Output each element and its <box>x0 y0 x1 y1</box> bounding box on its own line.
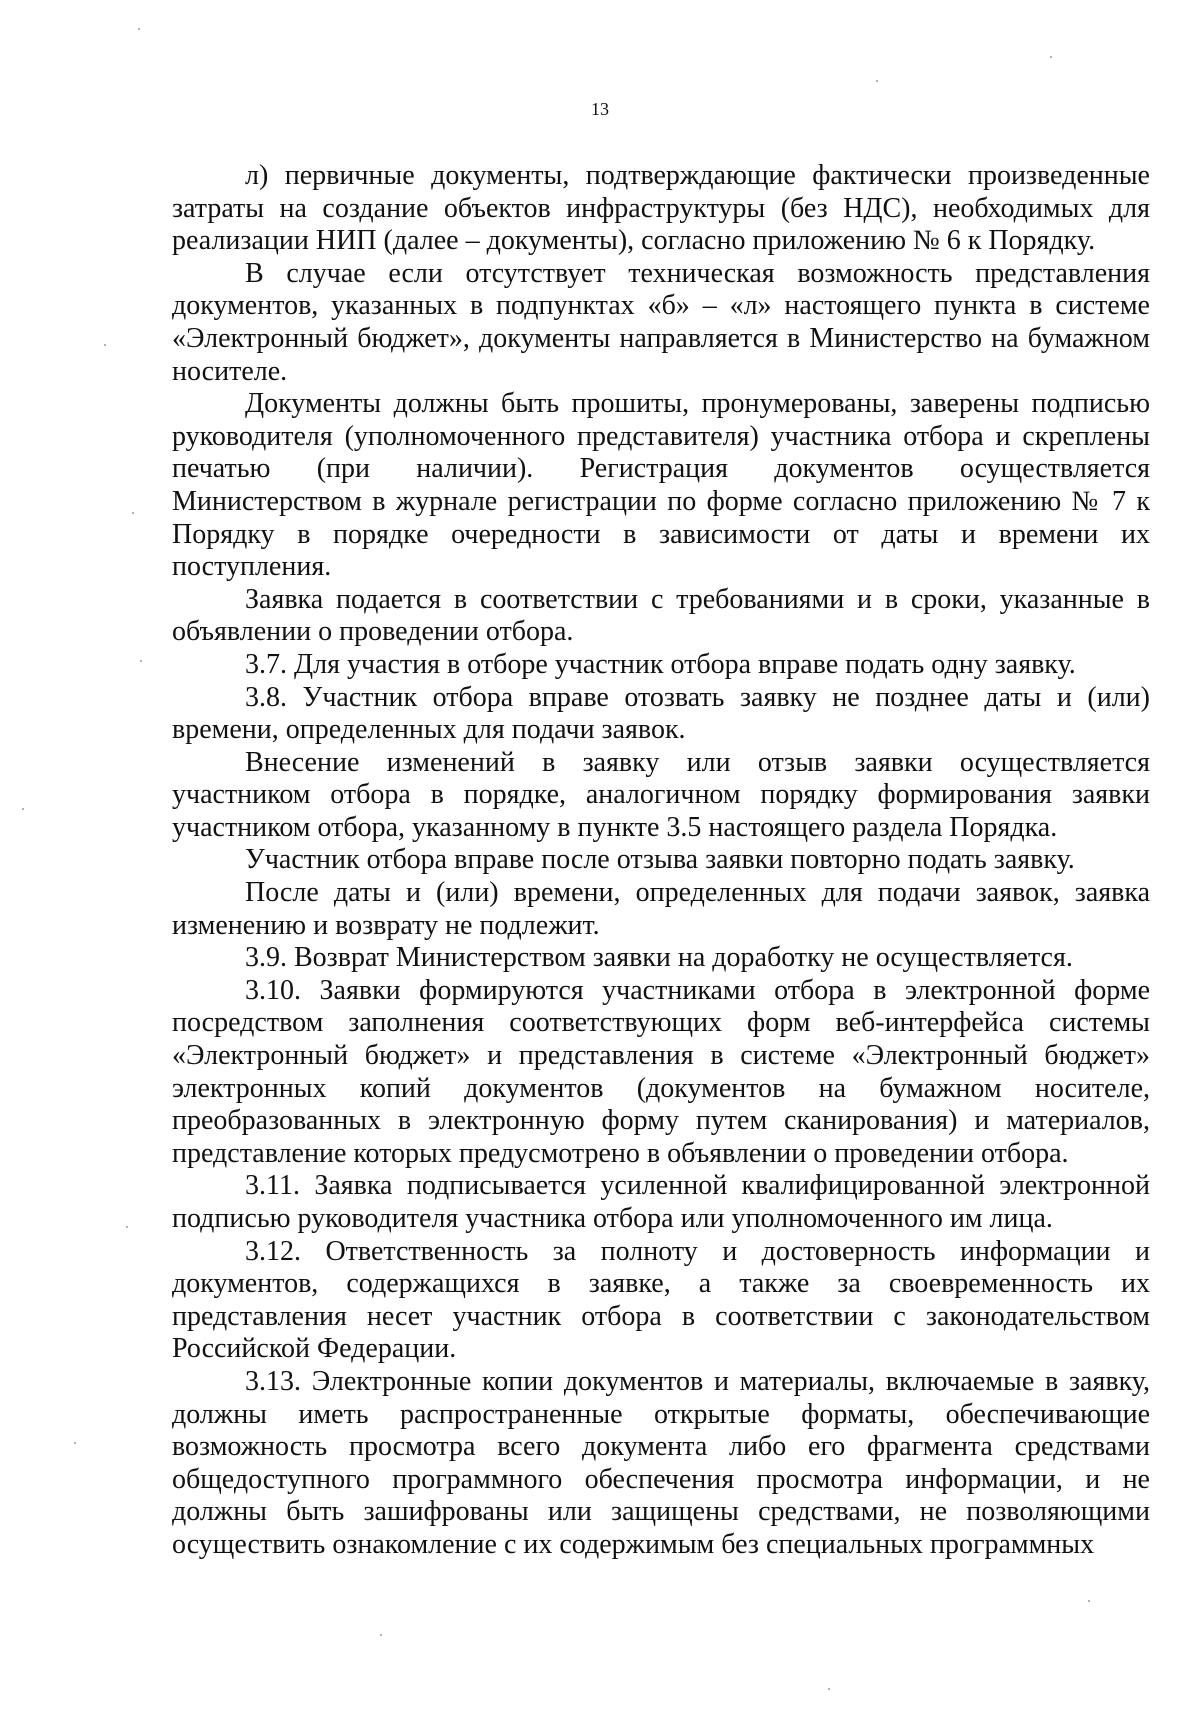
scan-speck <box>104 344 106 346</box>
page-number: 13 <box>591 99 609 119</box>
scan-speck <box>126 1226 128 1228</box>
scan-speck <box>74 1442 76 1444</box>
scan-speck <box>140 660 142 662</box>
scan-speck <box>828 1688 830 1690</box>
paragraph-resubmission: Участник отбора вправе после отзыва заявки повторно подать заявку. <box>245 844 1075 876</box>
paragraph-item-l-primary-documents: л) первичные документы, подтверждающие фактически произведенные затраты на создание объектов инфраструктуры (без НДС), необходимых для реализации НИП (далее – документы), согласно приложению № 6 к Порядку. <box>172 160 1150 257</box>
scan-speck <box>132 512 134 514</box>
paragraph-3-12: 3.12. Ответственность за полноту и достоверность информации и документов, содержащихся в заявке, а также за своевременность их представления несет участник отбора в соответствии с законодательством Российской Федерации. <box>172 1235 1150 1365</box>
paragraph-document-registration: Документы должны быть прошиты, пронумерованы, заверены подписью руководителя (уполномоченного представителя) участника отбора и скреплены печатью (при наличии). Регистрация документов осуществляется Министерством в журнале регистрации по форме согласно приложению № 7 к Порядку в порядке очередности в зависимости от даты и времени их поступления. <box>172 388 1150 583</box>
paragraph-application-deadlines: Заявка подается в соответствии с требованиями и в сроки, указанные в объявлении о проведении отбора. <box>172 583 1150 648</box>
scan-speck <box>876 80 878 82</box>
paragraph-3-9: 3.9. Возврат Министерством заявки на доработку не осуществляется. <box>245 942 1073 974</box>
paragraph-3-8: 3.8. Участник отбора вправе отозвать заявку не позднее даты и (или) времени, определенных для подачи заявок. <box>172 681 1150 746</box>
paragraph-no-changes-after-deadline: После даты и (или) времени, определенных для подачи заявок, заявка изменению и возврату не подлежит. <box>172 877 1150 941</box>
document-body <box>172 160 1150 1562</box>
scan-speck <box>138 28 140 30</box>
scan-speck <box>22 808 24 810</box>
paragraph-paper-submission: В случае если отсутствует техническая возможность представления документов, указанных в подпунктах «б» – «л» настоящего пункта в системе «Электронный бюджет», документы направляется в Министерство на бумажном носителе. <box>172 257 1150 387</box>
scan-speck <box>1088 1600 1090 1602</box>
paragraph-changes-withdrawal: Внесение изменений в заявку или отзыв заявки осуществляется участником отбора в порядке, аналогичном порядку формирования заявки участником отбора, указанному в пункте 3.5 настоящего раздела Порядка. <box>172 746 1150 843</box>
paragraph-3-7: 3.7. Для участия в отборе участник отбора вправе подать одну заявку. <box>245 648 1076 680</box>
scan-speck <box>380 1634 382 1636</box>
paragraph-3-11: 3.11. Заявка подписывается усиленной квалифицированной электронной подписью руководителя участника отбора или уполномоченного им лица. <box>172 1170 1150 1234</box>
paragraph-3-10: 3.10. Заявки формируются участниками отбора в электронной форме посредством заполнения соответствующих форм веб-интерфейса системы «Электронный бюджет» и представления в системе «Электронный бюджет» электронных копий документов (документов на бумажном носителе, преобразованных в электронную форму путем сканирования) и материалов, представление которых предусмотрено в объявлении о проведении отбора. <box>172 974 1150 1169</box>
paragraph-3-13: 3.13. Электронные копии документов и материалы, включаемые в заявку, должны иметь распространенные открытые форматы, обеспечивающие возможность просмотра всего документа либо его фрагмента средствами общедоступного программного обеспечения просмотра информации, и не должны быть зашифрованы или защищены средствами, не позволяющими осуществить ознакомление с их содержимым без специальных программных <box>172 1365 1150 1560</box>
scan-speck <box>1050 56 1052 58</box>
